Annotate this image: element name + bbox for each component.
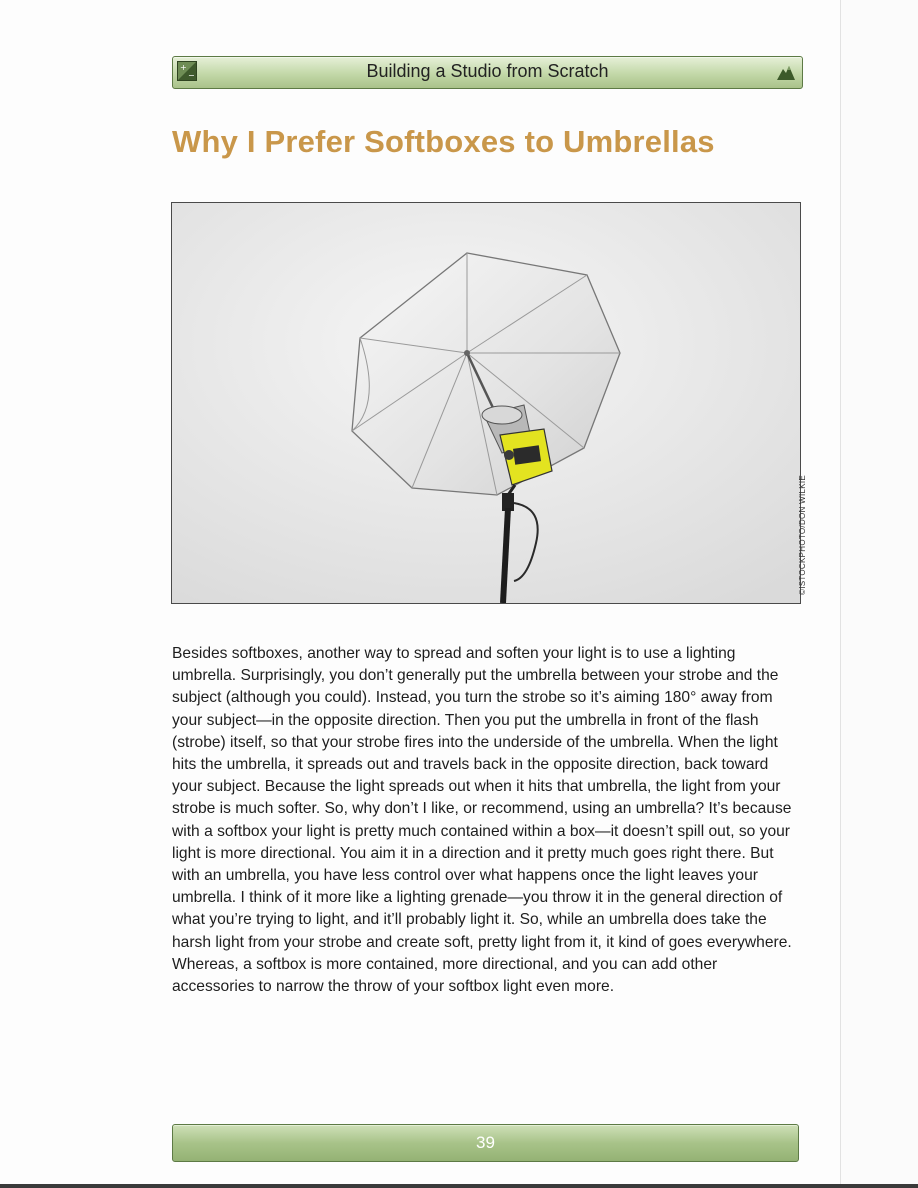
page-number: 39 (476, 1133, 495, 1152)
svg-text:+: + (180, 63, 187, 72)
photo-credit: ©ISTOCKPHOTO/DON WILKIE (798, 474, 807, 595)
mountain-icon (777, 64, 795, 80)
page-title: Why I Prefer Softboxes to Umbrellas (172, 124, 715, 159)
running-header (172, 56, 803, 89)
running-footer (172, 1124, 799, 1162)
svg-text:−: − (188, 71, 195, 80)
figure-photo (171, 202, 801, 604)
body-paragraph: Besides softboxes, another way to spread and soften your light is to use a lighting umbrella. Surprisingly, you don’t generally put the umbrella between your strobe and the subject (although you could). Instead, you turn the strobe so it’s aiming 180° away from your subject—in the opposite direction. Then you put the umbrella in front of the flash (strobe) itself, so that your strobe fires into the underside of the umbrella. When the light hits the umbrella, it spreads out and travels back in the opposite direction, back toward your subject. Because the light spreads out when it hits that umbrella, the light from your strobe is much softer. So, why don’t I like, or recommend, using an umbrella? It’s because with a softbox your light is pretty much contained within a box—it doesn’t spill out, so your light is more directional. You aim it in a direction and it pretty much goes right there. But with an umbrella, you have less control over what happens once the light leaves your umbrella. I think of it more like a lighting grenade—you throw it in the general direction of what you’re trying to light, and it’ll probably light it. So, while an umbrella does take the harsh light from your strobe and create soft, pretty light from it, it kind of goes everywhere. Whereas, a softbox is more contained, more directional, and you can add other accessories to narrow the throw of your softbox light even more. (172, 645, 792, 996)
header-title: Building a Studio from Scratch (366, 61, 609, 81)
page-bottom-rule (0, 1184, 918, 1188)
